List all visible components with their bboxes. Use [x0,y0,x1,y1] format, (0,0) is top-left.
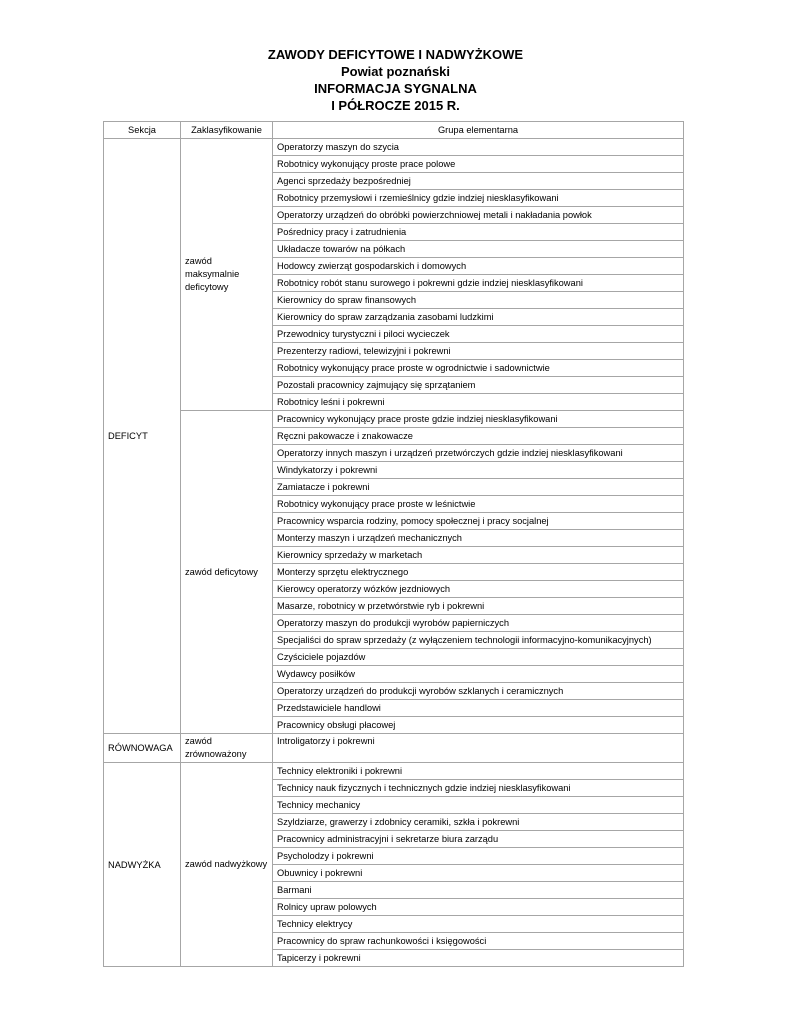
classification-label: zawód maksymalnie deficytowy [181,139,273,411]
table-row [104,734,684,763]
occupation-group-cell: Wydawcy posiłków [273,666,684,683]
occupation-group-cell: Kierownicy do spraw zarządzania zasobami ludzkimi [273,309,684,326]
occupation-group-cell: Specjaliści do spraw sprzedaży (z wyłączeniem technologii informacyjno-komunikacyjnych) [273,632,684,649]
occupation-group-cell: Windykatorzy i pokrewni [273,462,684,479]
section-name: NADWYŻKA [104,763,181,967]
header-sekcja: Sekcja [104,122,181,139]
occupation-group-cell: Układacze towarów na półkach [273,241,684,258]
occupation-group-cell: Agenci sprzedaży bezpośredniej [273,173,684,190]
classification-label: zawód zrównoważony [181,734,273,763]
occupation-group-cell: Barmani [273,882,684,899]
occupation-group-cell: Robotnicy wykonujący prace proste w ogrodnictwie i sadownictwie [273,360,684,377]
title-line-1: ZAWODY DEFICYTOWE I NADWYŻKOWE [267,47,524,62]
occupation-group-cell: Operatorzy urządzeń do produkcji wyrobów szklanych i ceramicznych [273,683,684,700]
occupation-group-cell: Szyldziarze, grawerzy i zdobnicy ceramiki, szkła i pokrewni [273,814,684,831]
occupation-group-cell: Technicy elektrycy [273,916,684,933]
occupation-group-cell: Robotnicy wykonujący proste prace polowe [273,156,684,173]
occupation-group-cell: Robotnicy leśni i pokrewni [273,394,684,411]
occupation-group-cell: Przewodnicy turystyczni i piloci wycieczek [273,326,684,343]
section-name: DEFICYT [104,139,181,734]
occupation-group-cell: Zamiatacze i pokrewni [273,479,684,496]
occupation-group-cell: Pozostali pracownicy zajmujący się sprzątaniem [273,377,684,394]
occupation-group-cell: Technicy elektroniki i pokrewni [273,763,684,780]
title-line-2: Powiat poznański [340,64,451,79]
table-row [104,763,684,780]
title-line-3: INFORMACJA SYGNALNA [314,81,477,96]
occupation-group-cell: Kierownicy sprzedaży w marketach [273,547,684,564]
table-row [104,139,684,156]
section-name: RÓWNOWAGA [104,734,181,763]
classification-label: zawód nadwyżkowy [181,763,273,967]
occupation-group-cell: Ręczni pakowacze i znakowacze [273,428,684,445]
occupations-table [103,121,684,967]
table-row [104,411,684,428]
occupation-group-cell: Pracownicy obsługi płacowej [273,717,684,734]
occupation-group-cell: Pośrednicy pracy i zatrudnienia [273,224,684,241]
occupation-group-cell: Robotnicy robót stanu surowego i pokrewni gdzie indziej niesklasyfikowani [273,275,684,292]
occupation-group-cell: Masarze, robotnicy w przetwórstwie ryb i pokrewni [273,598,684,615]
occupation-group-cell: Technicy nauk fizycznych i technicznych gdzie indziej niesklasyfikowani [273,780,684,797]
classification-label: zawód deficytowy [181,411,273,734]
title-line-4: I PÓŁROCZE 2015 R. [331,98,460,113]
header-grupa-elementarna: Grupa elementarna [273,122,684,139]
occupation-group-cell: Tapicerzy i pokrewni [273,950,684,967]
occupation-group-cell: Monterzy sprzętu elektrycznego [273,564,684,581]
occupation-group-cell: Przedstawiciele handlowi [273,700,684,717]
occupation-group-cell: Hodowcy zwierząt gospodarskich i domowych [273,258,684,275]
occupation-group-cell: Kierowcy operatorzy wózków jezdniowych [273,581,684,598]
occupation-group-cell: Prezenterzy radiowi, telewizyjni i pokrewni [273,343,684,360]
occupation-group-cell: Operatorzy maszyn do szycia [273,139,684,156]
occupation-group-cell: Operatorzy innych maszyn i urządzeń przetwórczych gdzie indziej niesklasyfikowani [273,445,684,462]
table-header-row [104,122,684,139]
occupation-group-cell: Rolnicy upraw polowych [273,899,684,916]
occupation-group-cell: Pracownicy wykonujący prace proste gdzie indziej niesklasyfikowani [273,411,684,428]
occupation-group-cell: Kierownicy do spraw finansowych [273,292,684,309]
occupation-group-cell: Robotnicy wykonujący prace proste w leśnictwie [273,496,684,513]
occupation-group-cell: Technicy mechanicy [273,797,684,814]
occupation-group-cell: Pracownicy wsparcia rodziny, pomocy społecznej i pracy socjalnej [273,513,684,530]
occupation-group-cell: Introligatorzy i pokrewni [273,734,684,763]
table-body [104,139,684,967]
occupation-group-cell: Pracownicy do spraw rachunkowości i księgowości [273,933,684,950]
occupation-group-cell: Robotnicy przemysłowi i rzemieślnicy gdzie indziej niesklasyfikowani [273,190,684,207]
occupation-group-cell: Pracownicy administracyjni i sekretarze biura zarządu [273,831,684,848]
occupation-group-cell: Monterzy maszyn i urządzeń mechanicznych [273,530,684,547]
occupation-group-cell: Operatorzy urządzeń do obróbki powierzchniowej metali i nakładania powłok [273,207,684,224]
header-zaklasyfikowanie: Zaklasyfikowanie [181,122,273,139]
occupation-group-cell: Obuwnicy i pokrewni [273,865,684,882]
occupation-group-cell: Czyściciele pojazdów [273,649,684,666]
document-title [0,46,791,114]
occupation-group-cell: Operatorzy maszyn do produkcji wyrobów papierniczych [273,615,684,632]
occupation-group-cell: Psycholodzy i pokrewni [273,848,684,865]
